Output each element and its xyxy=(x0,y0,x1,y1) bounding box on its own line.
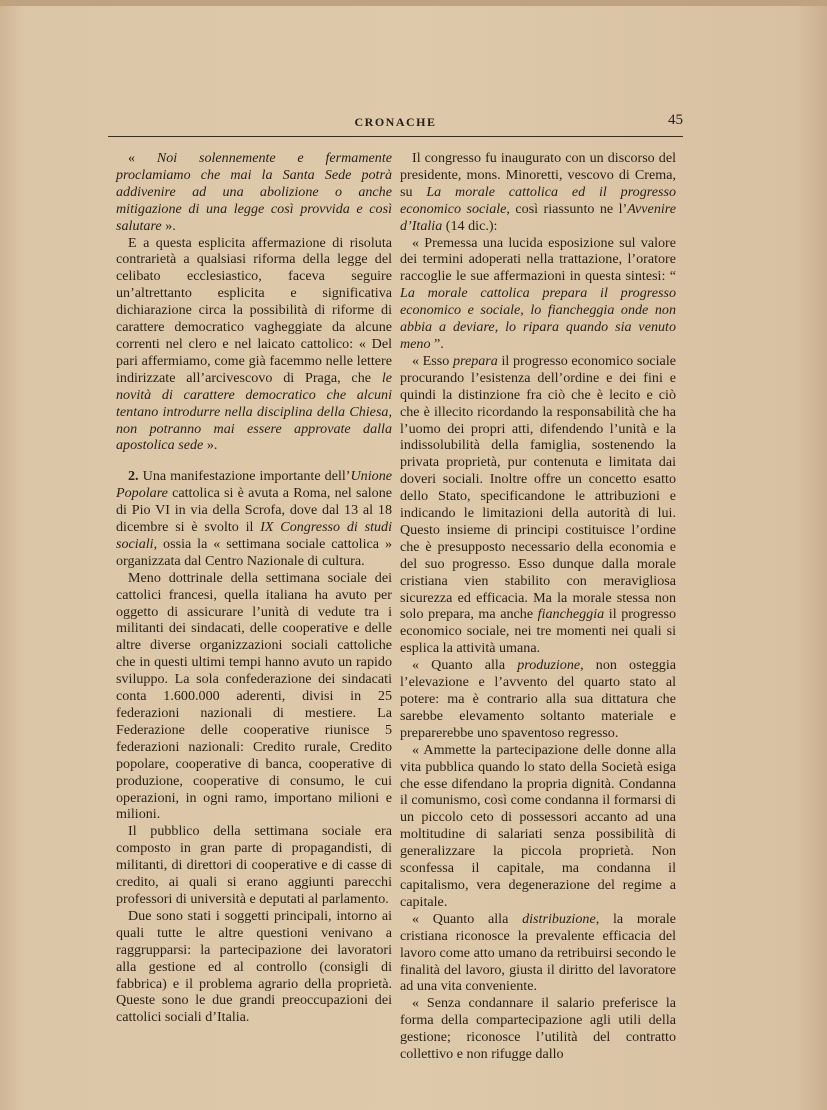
text-run: ”. xyxy=(430,335,444,352)
text-run: Meno dottrinale della settimana sociale dei cattolici francesi, quella italiana ha avuto per oggetto di assicurare l’unità di vedute tra i militanti dei sindacati, delle cooperative e delle altre diverse organizzazioni sociali cattoliche che in questi ultimi tempi hanno avuto un rapido sviluppo. La sola confederazione dei sindacati conta 1.600.000 aderenti, divisi in 25 federazioni nazionali di mestiere. La Federazione delle cooperative riunisce 5 federazioni nazionali: Credito rurale, Credito popolare, cooperative di banca, cooperative di produzione, cooperative di consumo, le cui operazioni, in ogni ramo, importano milioni e milioni. xyxy=(116,569,392,823)
text-run: , la morale cristiana riconosce la prevalente efficacia del lavoro come atto umano da retribuirsi secondo le finalità del lavoro, giusta il diritto del lavoratore ad una vita conveniente. xyxy=(400,910,676,995)
italic-text: Avvenire d’Italia xyxy=(400,200,676,234)
text-run: ». xyxy=(161,217,176,234)
left-text-column xyxy=(116,150,392,1026)
paragraph xyxy=(116,235,392,455)
section-number: 2. xyxy=(128,468,139,485)
italic-text: Unione Popolare xyxy=(116,468,392,502)
paragraph xyxy=(400,911,676,996)
text-run: Il congresso fu inaugurato con un discorso del presidente, mons. Minoretti, vescovo di Crema, su xyxy=(400,150,676,200)
paragraph xyxy=(116,468,392,569)
text-run: « Esso xyxy=(412,352,453,369)
text-run: E a questa esplicita affermazione di risoluta contrarietà a qualsiasi riforma della legge del celibato ecclesiastico, faceva seguire un’altrettanto esplicita e significativa dichiarazione circa la possibilità di riforme di carattere democratico vagheggiate da alcune correnti nel clero e nel laicato cattolico: « Del pari affermiamo, come già facemmo nelle lettere indirizzate all’arcivescovo di Praga, che xyxy=(116,234,392,386)
text-run: « Quanto alla xyxy=(412,910,523,927)
text-run: « Quanto alla xyxy=(412,657,518,674)
text-run: il progresso economico sociale, nei tre momenti nei quali si esplica la attività umana. xyxy=(400,606,676,657)
text-run: , non osteggia l’elevazione e l’avvento del quarto stato al potere: ma è contrario alla sua dittatura che sarebbe elevamento soltanto materiale e preparerebbe uno spaventoso regresso. xyxy=(400,657,677,741)
page-top-edge xyxy=(0,0,827,6)
page-number: 45 xyxy=(668,112,683,128)
text-run: « xyxy=(128,150,157,166)
paragraph xyxy=(400,657,676,742)
text-run: Il pubblico della settimana sociale era composto in gran parte di propagandisti, di militanti, di direttori di cooperative e di casse di credito, ai quali si erano aggiunti parecchi professori di università e deputati al parlamento. xyxy=(116,823,392,907)
text-run: , così riassunto ne l’ xyxy=(506,200,628,217)
italic-text: IX Congresso di studi sociali xyxy=(116,519,392,552)
italic-text: fiancheggia xyxy=(537,606,605,623)
text-run: , ossia la « settimana sociale cattolica » organizzata dal Centro Nazionale di cultura. xyxy=(116,535,392,569)
text-run: Una manifestazione importante dell’ xyxy=(138,468,351,485)
right-text-column xyxy=(400,150,676,1063)
paragraph xyxy=(400,995,676,1063)
paragraph xyxy=(116,570,392,824)
running-title: CRONACHE xyxy=(354,115,437,129)
text-run: « Senza condannare il salario preferisce la forma della compartecipazione agli utili della gestione; riconosce l’utilità del contratto collettivo e non rifugge dallo xyxy=(400,995,676,1063)
text-run: il progresso economico sociale procurando l’esistenza dell’ordine e dei fini e quindi la distinzione fra ciò che è lecito e ciò che è illecito ricordando la responsabilità che ha l’uomo dei propri atti, difendendo l’unità e la indissolubilità della famiglia, sostenendo la privata proprietà, pur contenuta e limitata dai doveri sociali. Inoltre offre un concetto esatto dello Stato, specificandone le attribuzioni e indicando le limitazioni della autorità di lui. Questo insieme di principi costituisce l’ordine che è presupposto necessario della economia e del suo progresso. Esso dunque dalla morale cristiana vien stabilito con meravigliosa sicurezza ed efficacia. Ma la morale stessa non solo prepara, ma anche xyxy=(400,352,676,623)
paragraph xyxy=(116,150,392,235)
italic-text: le novità di carattere democratico che alcuni tentano introdurre nella disciplina della Chiesa, non potranno mai essere approvate dalla apostolica sede xyxy=(116,369,392,454)
text-run: « Ammette la partecipazione delle donne alla vita pubblica quando lo stato della Società esiga che esse difendano la propria dignità. Condanna il comunismo, così come condanna il formarsi di un piccolo ceto di possessori accanto ad una moltitudine di salariati senza possibilità di generalizzare la piccola proprietà. Non sconfessa il capitale, ma condanna il capitalismo, vera degenerazione del regime a capitale. xyxy=(400,741,676,910)
paragraph xyxy=(400,235,676,353)
italic-text: distribuzione xyxy=(522,910,596,927)
paragraph xyxy=(116,823,392,908)
italic-text: produzione xyxy=(517,657,581,674)
text-run: Due sono stati i soggetti principali, intorno ai quali tutte le altre questioni venivano a raggrupparsi: la partecipazione dei lavoratori alla gestione ed al controllo (consigli di fabbrica) e il problema agrario della proprietà. Queste sono le due grandi preoccupazioni dei cattolici sociali d’Italia. xyxy=(116,907,392,1026)
text-run: ». xyxy=(203,437,218,454)
paragraph xyxy=(116,908,392,1026)
paragraph xyxy=(400,353,676,657)
text-run: cattolica si è avuta a Roma, nel salone di Pio VI in via della Scrofa, dove dal 13 al 18 dicembre si è svolto il xyxy=(116,485,392,536)
text-run: (14 dic.): xyxy=(442,217,498,234)
paragraph xyxy=(400,742,676,911)
italic-text: La morale cattolica prepara il progresso economico e sociale, lo fiancheggia onde non abbia a deviare, lo ripara quando sia venuto meno xyxy=(400,285,676,352)
italic-text: La morale cattolica ed il progresso economico sociale xyxy=(400,183,676,217)
italic-text: Noi solennemente e fermamente proclamiamo che mai la Santa Sede potrà addivenire ad una abolizione o anche mitigazione di una legge così provvida e così salutare xyxy=(116,150,392,234)
page-header xyxy=(108,112,683,137)
italic-text: prepara xyxy=(452,352,498,369)
text-run: « Premessa una lucida esposizione sul valore dei termini adoperati nella trattazione, l’oratore raccoglie le sue affermazioni in questa sintesi: “ xyxy=(400,234,676,285)
paragraph xyxy=(400,150,676,235)
